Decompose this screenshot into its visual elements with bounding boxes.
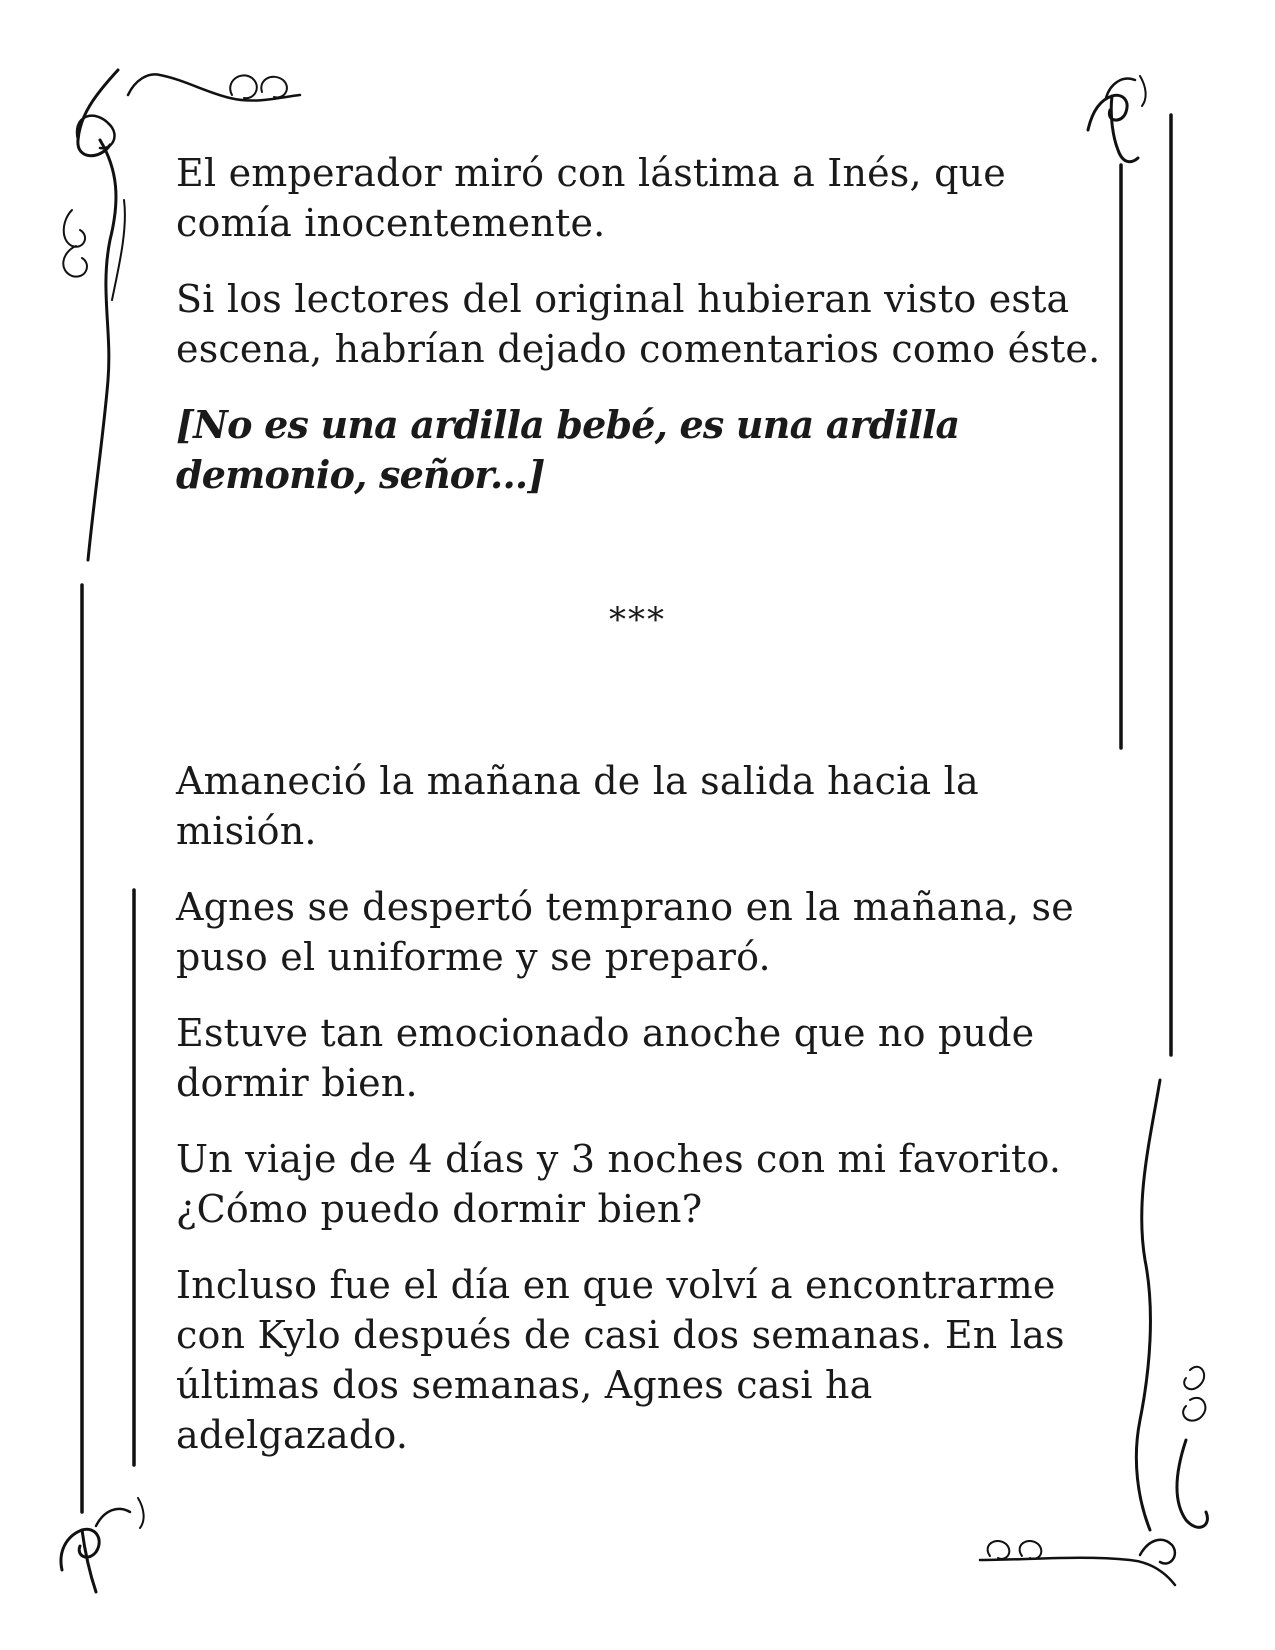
- paragraph: Incluso fue el día en que volví a encontrarme con Kylo después de casi dos semanas. En las últimas dos semanas, Agnes casi ha adelgazado.: [176, 1263, 1065, 1457]
- bottom-left-flourish-icon: [61, 1498, 144, 1592]
- paragraph: Estuve tan emocionado anoche que no pude dormir bien.: [176, 1011, 1035, 1105]
- paragraph: Un viaje de 4 días y 3 noches con mi favorito. ¿Cómo puedo dormir bien?: [176, 1137, 1062, 1231]
- paragraph: El emperador miró con lástima a Inés, que comía inocentemente.: [176, 151, 1006, 245]
- paragraph: Si los lectores del original hubieran visto esta escena, habrían dejado comentarios como éste.: [176, 277, 1101, 371]
- italic-quote: [No es una ardilla bebé, es una ardilla demonio, señor...]: [176, 402, 960, 497]
- top-text-section: [176, 148, 1106, 526]
- paragraph: Agnes se despertó temprano en la mañana, se puso el uniforme y se preparó.: [176, 885, 1074, 979]
- paragraph: Amaneció la mañana de la salida hacia la misión.: [176, 759, 979, 853]
- scene-separator: ***: [609, 600, 666, 640]
- bottom-text-section: [176, 756, 1106, 1486]
